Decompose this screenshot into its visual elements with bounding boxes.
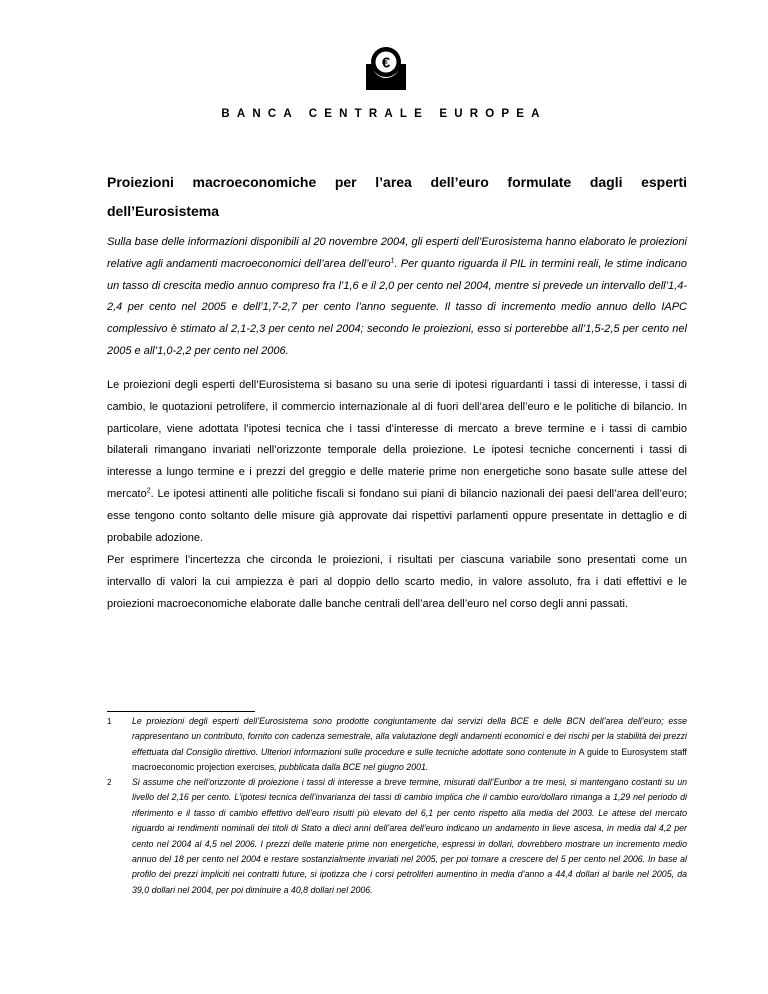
- footnote-1: [107, 714, 687, 776]
- footnote-ref-2[interactable]: 2: [146, 487, 151, 495]
- assumptions-text: Le proiezioni degli esperti dell’Eurosistema si basano su una serie di ipotesi riguardanti i tassi di interesse, i tassi di cambio, le quotazioni petrolifere, il commercio internazionale al di fuori dell’area dell’euro e le politiche di bilancio. In particolare, viene adottata l’ipotesi tecnica che i tassi d’interesse di mercato a breve termine e i tassi di cambio bilaterali rimangano invariati nell’orizzonte temporale della proiezione. Le ipotesi tecniche concernenti i tassi di interesse a lungo termine e i prezzi del greggio e delle materie prime non energetiche sono basate sulle attese del mercato: [107, 379, 687, 500]
- title-word: formulate: [507, 174, 572, 190]
- ecb-logo: [364, 42, 408, 92]
- assumptions-paragraph: [107, 375, 687, 549]
- title-word: l’area: [375, 174, 412, 190]
- footnote-text-end: , pubblicata dalla BCE nel giugno 2001.: [274, 762, 429, 773]
- summary-paragraph: [107, 232, 687, 363]
- footnote-text: [132, 714, 687, 776]
- ecb-euro-logo-icon: [364, 42, 408, 92]
- footnote-text-part: Le proiezioni degli esperti dell’Eurosistema sono prodotte congiuntamente dai servizi della BCE e delle BCN dell’area dell’euro; esse rappresentano un contributo, fornito con cadenza semestrale, alla valutazione degli andamenti economici e dei rischi per la stabilità dei prezzi effettuata dal Consiglio direttivo. Ulteriori informazioni sulle procedure e sulle tecniche adottate sono contenute in: [132, 716, 687, 757]
- title-word: Proiezioni: [107, 174, 174, 190]
- footnote-ref-1[interactable]: 1: [390, 257, 395, 265]
- euro-symbol: €: [381, 54, 391, 72]
- footnote-separator: [107, 711, 255, 712]
- title-word: macroeconomiche: [192, 174, 317, 190]
- publication-title: A guide to Eurosystem staff macroeconomic projection exercises: [132, 746, 687, 773]
- summary-text-cont: . Per quanto riguarda il PIL in termini reali, le stime indicano un tasso di crescita medio annuo compreso fra l’1,6 e il 2,0 per cento nel 2004, mentre si prevede un intervallo dell’1,4-2,4 per cento nel 2005 e dell’1,7-2,7 per cento l’anno seguente. Il tasso di incremento medio annuo dello IAPC complessivo è stimato al 2,1-2,3 per cento nel 2004; secondo le proiezioni, esso si porterebbe all’1,5-2,5 per cento nel 2005 e all’1,0-2,2 per cento nel 2006.: [107, 257, 687, 357]
- document-title-line-2: dell’Eurosistema: [107, 203, 220, 219]
- title-word: per: [334, 174, 357, 190]
- summary-text: Sulla base delle informazioni disponibili al 20 novembre 2004, gli esperti dell’Eurosistema hanno elaborato le proiezioni relative agli andamenti macroeconomici dell’area dell’euro: [107, 236, 687, 270]
- footnote-number: 2: [107, 778, 112, 787]
- title-word: esperti: [641, 174, 688, 190]
- title-word: dagli: [589, 174, 623, 190]
- footnote-text: Si assume che nell’orizzonte di proiezione i tassi di interesse a breve termine, misurati dall’Euribor a tre mesi, si mantengano costanti su un livello del 2,16 per cento. L’ipotesi tecnica dell’invarianza dei tassi di cambio implica che il cambio euro/dollaro rimanga a 1,29 nel periodo di riferimento e il tasso di cambio effettivo dell’euro risulti più elevato del 6,1 per cento rispetto alla media del 2003. Le attese del mercato riguardo ai rendimenti nominali dei titoli di Stato a dieci anni dell’area dell’euro indicano un andamento in lieve ascesa, in media dal 4,2 per cento nel 2004 al 4,5 nel 2006. I prezzi delle materie prime non energetiche, espressi in dollari, dovrebbero mostrare un incremento medio annuo del 18 per cento nel 2004 e restare sostanzialmente invariati nel 2005, per poi tornare a crescere del 5 per cento nel 2006. In base al profilo dei prezzi impliciti nei contratti future, si ipotizza che i corsi petroliferi aumentino in media d’anno a 44,4 dollari al barile nel 2005, da 39,0 dollari nel 2004, per poi diminuire a 40,8 dollari nel 2006.: [132, 777, 687, 895]
- footnote-2: [107, 775, 687, 898]
- uncertainty-paragraph: Per esprimere l’incertezza che circonda le proiezioni, i risultati per ciascuna variabile sono presentati come un intervallo di valori la cui ampiezza è pari al doppio dello scarto medio, in valore assoluto, fra i dati effettivi e le proiezioni macroeconomiche elaborate dalle banche centrali dell’area dell’euro nel corso degli anni passati.: [107, 554, 687, 610]
- document-title-line-1: [107, 168, 687, 197]
- bank-name: BANCA CENTRALE EUROPEA: [221, 108, 547, 120]
- title-word: dell’euro: [430, 174, 489, 190]
- footnote-number: 1: [107, 717, 112, 726]
- assumptions-text-cont: . Le ipotesi attinenti alle politiche fiscali si fondano sui piani di bilancio nazionali dei paesi dell’area dell’euro; esse tengono conto soltanto delle misure già approvate dai rispettivi parlamenti oppure presentate in dettaglio e di probabile adozione.: [107, 487, 687, 544]
